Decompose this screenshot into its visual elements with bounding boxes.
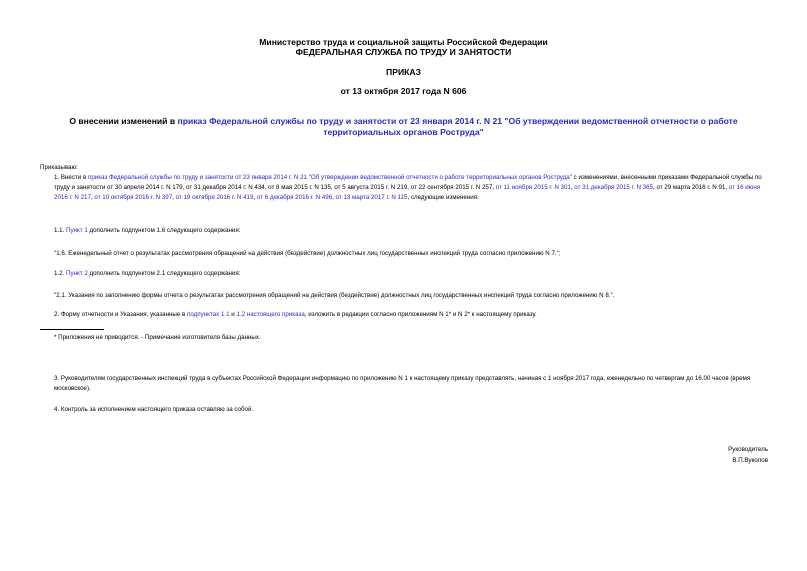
footnote-divider [40, 329, 104, 330]
p1-amendment-link[interactable]: от 6 декабря 2016 г. N 496 [256, 194, 333, 201]
punkt-2-link[interactable]: Пункт 2 [66, 270, 88, 277]
p12-prefix: 1.2. [54, 270, 67, 277]
paragraph-1-2 [40, 269, 782, 279]
signature-name: В.П.Вуколов [732, 457, 768, 464]
document-title [60, 116, 747, 138]
paragraph-2 [40, 310, 782, 320]
p2-text: , изложить в редакции согласно приложениям N 1* и N 2* к настоящему приказу. [304, 311, 537, 318]
p2-text: и [229, 311, 237, 318]
p12-text: дополнить подпунктом 2.1 следующего содержания: [87, 270, 241, 277]
punkt-1-link[interactable]: Пункт 1 [66, 227, 88, 234]
paragraph-4: 4. Контроль за исполнением настоящего приказа оставляю за собой. [54, 406, 254, 413]
p1-amendment-link[interactable]: от 11 ноября 2015 г. N 301 [495, 184, 571, 191]
p1-text: , [570, 184, 575, 191]
p1-text: , [332, 194, 336, 201]
p1-amendment-link[interactable]: от 31 декабря 2015 г. N 365 [574, 184, 654, 191]
paragraph-1-1-quote: "1.6. Еженедельный отчет о результатах рассмотрения обращений на действия (бездействие) должностных лиц государственных инспекций труда согласно приложению N 7."; [54, 250, 561, 257]
p2-text: 2. Форму отчетности и Указания, указанные в [54, 311, 188, 318]
document-type: ПРИКАЗ [386, 67, 421, 77]
signature-role: Руководитель [728, 446, 768, 453]
document-date: от 13 октября 2017 года N 606 [340, 86, 467, 96]
paragraph-1-2-quote: "2.1. Указания по заполнению формы отчета о результатах рассмотрения обращений на действия (бездействие) должностных лиц государственных инспекций труда согласно приложению N 8.". [54, 292, 615, 299]
p11-prefix: 1.1. [54, 227, 67, 234]
p1-text: 1. Внести в [54, 174, 88, 181]
p1-amendment-link[interactable]: от 10 октября 2016 г. N 397 [94, 194, 173, 201]
paragraph-1-1 [40, 226, 782, 236]
p1-amendment-link[interactable]: от 13 марта 2017 г. N 115 [335, 194, 408, 201]
p1-text: , [253, 194, 257, 201]
p1-order-link[interactable]: приказ Федеральной службы по труду и занятости от 23 января 2014 г. N 21 "Об утверждении ведомственной отчетности о работе территориальных органов Роструда" [87, 174, 572, 181]
p1-text: , от 29 марта 2016 г. N 91, [653, 184, 729, 191]
subpoint-1-2-link[interactable]: 1.2 настоящего приказа [236, 311, 305, 318]
p1-amendment-link[interactable]: от 16 июня 2016 г. N 217 [54, 184, 761, 201]
p1-text: , следующие изменения: [407, 194, 479, 201]
p1-text: с изменениями, внесенными приказами Федеральной службы по труду и занятости от 30 апреля 2014 г. N 179, от 31 декабря 2014 г. N 434, от 8 мая 2015 г. N 135, от 5 августа 2015 г. N 219, от 22 сентября 2015 г. N 257, [54, 174, 762, 191]
title-link[interactable]: приказ Федеральной службы по труду и занятости от 23 января 2014 г. N 21 "Об утверждении ведомственной отчетности о работе территориальных органов Роструда" [177, 116, 738, 137]
subpoints-1-1-link[interactable]: подпунктах 1.1 [187, 311, 230, 318]
p1-text: , [172, 194, 176, 201]
p11-text: дополнить подпунктом 1.6 следующего содержания: [87, 227, 241, 234]
footnote: * Приложения не приводится. - Примечание изготовителя базы данных. [54, 334, 261, 341]
paragraph-3: 3. Руководителям государственных инспекций труда в субъектах Российской Федерации информацию по приложению N 1 к настоящему приказу представлять, начиная с 1 ноября 2017 года, еженедельно по четвергам до 16.00 часов (время московское). [54, 375, 751, 392]
title-prefix: О внесении изменений в [69, 116, 178, 126]
p1-amendment-link[interactable]: от 19 октября 2016 г. N 419 [175, 194, 254, 201]
service-name: ФЕДЕРАЛЬНАЯ СЛУЖБА ПО ТРУДУ И ЗАНЯТОСТИ [295, 47, 512, 57]
order-word: Приказываю: [40, 164, 78, 171]
paragraph-1 [40, 173, 768, 203]
p1-text: , [90, 194, 95, 201]
ministry-name: Министерство труда и социальной защиты Российской Федерации [259, 37, 548, 47]
